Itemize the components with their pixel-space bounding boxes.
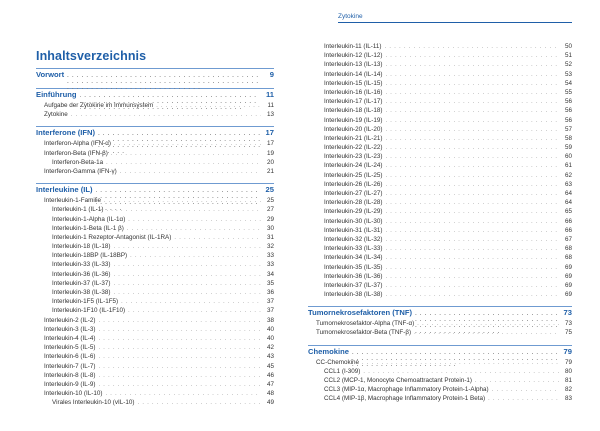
section-heading[interactable] <box>36 183 274 196</box>
toc-entry[interactable] <box>308 217 572 226</box>
page-number: 56 <box>564 98 572 106</box>
page-number: 45 <box>266 362 274 370</box>
entry-label: Zytokine <box>44 111 68 119</box>
leader-dots <box>106 206 261 215</box>
leader-dots <box>385 245 559 254</box>
page-number: 33 <box>266 261 274 269</box>
leader-dots <box>385 208 559 217</box>
page-number: 79 <box>564 358 572 366</box>
entry-label: Interleukin-1-Beta (IL-1 β) <box>52 224 124 232</box>
entry-label: Interleukin-1F5 (IL-1F5) <box>52 298 119 306</box>
toc-entry[interactable] <box>36 334 274 343</box>
page-number: 49 <box>266 399 274 407</box>
toc-entry[interactable] <box>308 88 572 97</box>
entry-label: Interleukin-33 (IL-33) <box>52 261 111 269</box>
page-number: 62 <box>564 171 572 179</box>
toc-left-column <box>36 68 274 407</box>
entry-label: Interleukin-34 (IL-34) <box>324 254 383 262</box>
entry-label: Interleukin-36 (IL-36) <box>324 272 383 280</box>
page-number: 69 <box>564 291 572 299</box>
toc-entry[interactable] <box>36 306 274 315</box>
toc-entry[interactable] <box>36 149 274 158</box>
entry-label: Interleukin-13 (IL-13) <box>324 61 383 69</box>
leader-dots <box>137 399 261 408</box>
entry-label: Interleukin-11 (IL-11) <box>324 43 382 50</box>
page-number: 57 <box>564 125 572 133</box>
leader-dots <box>113 280 261 289</box>
section-gap <box>36 176 274 183</box>
leader-dots <box>98 381 261 390</box>
leader-dots <box>106 159 261 168</box>
entry-label: Interleukin-1-Alpha (IL-1α) <box>52 215 126 223</box>
page-number: 82 <box>564 386 572 394</box>
section-heading[interactable] <box>308 306 572 319</box>
toc-entry[interactable] <box>308 79 572 88</box>
toc-entry[interactable] <box>36 279 274 288</box>
page-number: 73 <box>564 320 572 328</box>
entry-label: CCL2 (MCP-1, Monocyte Chemoattractant Protein-1) <box>324 377 473 384</box>
entry-label: Interleukin-35 (IL-35) <box>324 263 383 271</box>
toc-entry[interactable] <box>36 380 274 389</box>
leader-dots <box>385 236 559 245</box>
entry-label: Interleukin-19 (IL-19) <box>324 116 383 124</box>
page-number: 31 <box>266 233 274 241</box>
entry-label: Tumornekrosefaktor-Alpha (TNF-α) <box>316 320 415 328</box>
toc-entry[interactable] <box>36 205 274 214</box>
section-title: Chemokine <box>308 346 349 356</box>
toc-entry[interactable] <box>308 394 572 403</box>
entry-label: Interferon-Alpha (IFN-α) <box>44 140 111 148</box>
leader-dots <box>104 197 261 206</box>
leader-dots <box>98 326 261 335</box>
page-number: 11 <box>265 90 274 99</box>
entry-label: CCL3 (MIP-1α, Macrophage Inflammatory Protein-1-Alpha) <box>324 386 489 394</box>
toc-entry[interactable] <box>308 319 572 328</box>
entry-label: Interleukin-3 (IL-3) <box>44 325 96 333</box>
page-number: 9 <box>269 70 274 79</box>
leader-dots <box>385 126 559 135</box>
page-number: 67 <box>564 235 572 243</box>
toc-entry[interactable] <box>36 288 274 297</box>
entry-label: Interleukin-25 (IL-25) <box>324 171 383 179</box>
section-title: Interleukine (IL) <box>36 185 93 195</box>
page-number: 17 <box>265 128 274 138</box>
entry-label: Interleukin-1-Familie <box>44 197 102 205</box>
entry-label: Interleukin-2 (IL-2) <box>44 316 96 324</box>
section-heading[interactable] <box>36 68 274 81</box>
section-heading[interactable] <box>308 345 572 358</box>
toc-entry[interactable] <box>308 376 572 385</box>
entry-label: Interleukin-1 Rezeptor-Antagonist (IL-1RA) <box>52 233 172 241</box>
toc-entry[interactable] <box>36 110 274 119</box>
leader-dots <box>414 329 559 338</box>
page-number: 73 <box>563 308 572 318</box>
leader-dots <box>385 190 559 199</box>
page-number: 63 <box>564 180 572 188</box>
toc-entry[interactable] <box>308 244 572 253</box>
page-number: 79 <box>563 346 572 356</box>
entry-label: Interleukin-18BP (IL-18BP) <box>52 252 128 260</box>
page-number: 35 <box>266 279 274 287</box>
page-number: 83 <box>564 395 572 403</box>
entry-label: Interleukin-15 (IL-15) <box>324 79 383 87</box>
page-number: 11 <box>267 102 274 109</box>
page-number: 40 <box>266 325 274 333</box>
page-number: 68 <box>564 245 572 253</box>
leader-dots <box>120 168 261 177</box>
page-number: 64 <box>564 199 572 207</box>
toc-entry[interactable] <box>308 134 572 143</box>
toc-entry[interactable] <box>36 297 274 306</box>
entry-label: Interleukin-1 (IL-1) <box>52 206 104 214</box>
toc-title: Inhaltsverzeichnis <box>36 49 147 63</box>
entry-label: CC-Chemokine <box>316 358 360 366</box>
page-number: 58 <box>564 134 572 142</box>
leader-dots <box>385 218 559 227</box>
leader-dots <box>385 135 559 144</box>
entry-label: Interleukin-26 (IL-26) <box>324 180 383 188</box>
toc-entry[interactable] <box>36 362 274 371</box>
toc-entry[interactable] <box>36 270 274 279</box>
toc-entry[interactable] <box>36 242 274 251</box>
leader-dots <box>98 317 261 326</box>
toc-entry[interactable] <box>308 253 572 262</box>
entry-label: Interleukin-27 (IL-27) <box>324 190 383 197</box>
toc-entry[interactable] <box>308 281 572 290</box>
page-number: 65 <box>564 208 572 216</box>
entry-label: Interleukin-17 (IL-17) <box>324 98 383 106</box>
entry-label: Interleukin-32 (IL-32) <box>324 235 383 243</box>
leader-dots <box>385 71 559 80</box>
leader-dots <box>111 150 261 159</box>
entry-label: Interleukin-4 (IL-4) <box>44 334 96 342</box>
page-number: 17 <box>266 140 274 148</box>
entry-label: Tumornekrosefaktor-Beta (TNF-β) <box>316 329 412 337</box>
page-number: 20 <box>266 158 274 166</box>
leader-dots <box>385 254 559 263</box>
toc-entry[interactable] <box>308 358 572 367</box>
page-number: 60 <box>564 153 572 161</box>
section-title: Vorwort <box>36 70 65 79</box>
leader-dots <box>113 289 261 298</box>
leader-dots <box>114 140 261 149</box>
leader-dots <box>385 43 559 52</box>
toc-entry[interactable] <box>36 260 274 269</box>
entry-label: Interleukin-33 (IL-33) <box>324 245 383 253</box>
leader-dots <box>362 359 559 368</box>
toc-entry[interactable] <box>308 97 572 106</box>
page-number: 75 <box>564 329 572 337</box>
entry-label: Interleukin-1F10 (IL-1F10) <box>52 307 126 315</box>
toc-entry[interactable] <box>308 161 572 170</box>
page-number: 37 <box>266 298 274 306</box>
toc-entry[interactable] <box>308 207 572 216</box>
page-number: 48 <box>266 390 274 398</box>
entry-label: Interferon-Beta (IFN-β) <box>44 149 108 157</box>
page-number: 46 <box>266 371 274 379</box>
toc-entry[interactable] <box>308 70 572 79</box>
leader-dots <box>98 335 261 344</box>
toc-entry[interactable] <box>36 389 274 398</box>
section-gap <box>36 119 274 126</box>
section-title: Einführung <box>36 90 77 99</box>
section-heading[interactable] <box>36 126 274 139</box>
entry-label: Interleukin-5 (IL-5) <box>44 344 96 352</box>
section-title: Tumornekrosefaktoren (TNF) <box>308 308 413 318</box>
toc-entry[interactable] <box>308 171 572 180</box>
toc-entry[interactable] <box>36 215 274 224</box>
entry-label: Virales Interleukin-10 (vIL-10) <box>52 399 135 407</box>
entry-label: Interleukin-16 (IL-16) <box>324 88 383 96</box>
leader-dots <box>130 252 261 261</box>
entry-label: Interleukin-37 (IL-37) <box>324 281 383 289</box>
toc-entry[interactable] <box>308 235 572 244</box>
toc-entry[interactable] <box>36 325 274 334</box>
entry-label: Interleukin-10 (IL-10) <box>44 390 103 398</box>
toc-entry[interactable] <box>36 398 274 407</box>
page-number: 19 <box>266 149 274 157</box>
section-gap <box>308 338 572 345</box>
leader-dots <box>385 282 559 291</box>
leader-dots <box>121 298 261 307</box>
page-number: 69 <box>564 281 572 289</box>
page-number: 34 <box>266 270 274 278</box>
page-number: 27 <box>266 206 274 214</box>
leader-dots <box>385 107 559 116</box>
leader-dots <box>385 52 559 61</box>
entry-label: Interleukin-18 (IL-18) <box>324 107 383 115</box>
page-number: 51 <box>564 52 572 60</box>
toc-entry[interactable] <box>308 290 572 299</box>
page-number: 59 <box>564 144 572 152</box>
entry-label: Interleukin-12 (IL-12) <box>324 52 383 60</box>
leader-dots <box>128 307 261 316</box>
toc-entry[interactable] <box>36 343 274 352</box>
entry-label: Interleukin-6 (IL-6) <box>44 353 96 361</box>
leader-dots <box>385 291 559 300</box>
leader-dots <box>492 386 559 395</box>
page-number: 56 <box>564 116 572 124</box>
leader-dots <box>113 243 261 252</box>
page-number: 56 <box>564 107 572 115</box>
entry-label: CCL1 (I-309) <box>324 367 361 375</box>
toc-entry[interactable] <box>308 143 572 152</box>
entry-label: Interleukin-38 (IL-38) <box>324 291 383 299</box>
page-number: 25 <box>266 197 274 205</box>
leader-dots <box>174 234 261 243</box>
page-number: 80 <box>564 367 572 375</box>
page-number: 52 <box>564 61 572 69</box>
toc-entry[interactable] <box>308 116 572 125</box>
leader-dots <box>385 144 559 153</box>
toc-entry[interactable] <box>308 272 572 281</box>
toc-entry[interactable] <box>36 139 274 148</box>
toc-entry[interactable] <box>308 263 572 272</box>
toc-entry[interactable] <box>36 352 274 361</box>
running-head: Zytokine <box>338 13 572 23</box>
toc-entry[interactable] <box>308 42 572 51</box>
entry-label: Interleukin-9 (IL-9) <box>44 380 96 388</box>
entry-label: Interferon-Beta-1a <box>52 158 104 166</box>
entry-label: Interleukin-38 (IL-38) <box>52 289 111 296</box>
leader-dots <box>385 61 559 70</box>
toc-entry[interactable] <box>308 125 572 134</box>
toc-entry[interactable] <box>308 60 572 69</box>
toc-entry[interactable] <box>308 226 572 235</box>
toc-entry[interactable] <box>36 233 274 242</box>
toc-entry[interactable] <box>36 196 274 205</box>
leader-dots <box>385 273 559 282</box>
page-number: 37 <box>266 307 274 315</box>
leader-dots <box>98 363 261 372</box>
page-number: 66 <box>564 226 572 234</box>
entry-label: Interleukin-21 (IL-21) <box>324 134 383 142</box>
leader-dots <box>98 372 261 381</box>
page-number: 29 <box>266 215 274 223</box>
toc-entry[interactable] <box>308 106 572 115</box>
page-number: 30 <box>266 224 274 232</box>
page-number: 53 <box>564 70 572 78</box>
page-number: 21 <box>266 167 274 175</box>
leader-dots <box>417 320 559 329</box>
leader-dots <box>113 271 261 280</box>
leader-dots <box>385 80 559 89</box>
entry-label: Interleukin-23 (IL-23) <box>324 153 383 161</box>
entry-label: Interleukin-7 (IL-7) <box>44 362 96 370</box>
page-number: 54 <box>564 79 572 87</box>
toc-entry[interactable] <box>308 51 572 60</box>
entry-label: Interleukin-28 (IL-28) <box>324 199 383 207</box>
page-number: 50 <box>564 43 572 50</box>
entry-label: Interleukin-20 (IL-20) <box>324 125 383 133</box>
toc-entry[interactable] <box>308 152 572 161</box>
entry-label: Interleukin-18 (IL-18) <box>52 243 111 251</box>
leader-dots <box>385 98 559 107</box>
page-number: 42 <box>266 344 274 352</box>
toc-right-column <box>308 42 572 404</box>
page-number: 36 <box>266 289 274 296</box>
toc-entry[interactable] <box>308 189 572 198</box>
leader-dots <box>385 264 559 273</box>
leader-dots <box>385 227 559 236</box>
page-number: 13 <box>266 111 274 119</box>
toc-entry[interactable] <box>308 328 572 337</box>
entry-label: Interleukin-24 (IL-24) <box>324 162 383 170</box>
page-number: 64 <box>564 190 572 197</box>
entry-label: Interleukin-29 (IL-29) <box>324 208 383 216</box>
toc-entry[interactable] <box>308 385 572 394</box>
page-number: 81 <box>564 377 572 384</box>
page-number: 40 <box>266 334 274 342</box>
right-page <box>300 0 600 431</box>
page-number: 43 <box>266 353 274 361</box>
page-number: 33 <box>266 252 274 260</box>
toc-entry[interactable] <box>36 224 274 233</box>
leader-dots <box>67 73 261 91</box>
leader-dots <box>385 172 559 181</box>
page-number: 61 <box>564 162 572 170</box>
section-title: Interferone (IFN) <box>36 128 96 138</box>
leader-dots <box>98 353 261 362</box>
leader-dots <box>385 162 559 171</box>
entry-label: Interleukin-14 (IL-14) <box>324 70 383 78</box>
toc-entry[interactable] <box>36 371 274 380</box>
leader-dots <box>156 102 261 111</box>
toc-entry[interactable] <box>308 180 572 189</box>
page-number: 47 <box>266 380 274 388</box>
leader-dots <box>385 181 559 190</box>
toc-entry[interactable] <box>36 158 274 167</box>
page-number: 25 <box>265 185 274 195</box>
page-number: 38 <box>266 316 274 324</box>
entry-label: Interleukin-8 (IL-8) <box>44 371 96 379</box>
entry-label: CCL4 (MIP-1β, Macrophage Inflammatory Protein-1 Beta) <box>324 395 486 403</box>
entry-label: Aufgabe der Zytokine im Immunsystem <box>44 102 154 109</box>
page-number: 69 <box>564 263 572 271</box>
entry-label: Interferon-Gamma (IFN-γ) <box>44 167 117 175</box>
toc-entry[interactable] <box>308 367 572 376</box>
entry-label: Interleukin-22 (IL-22) <box>324 144 383 152</box>
entry-label: Interleukin-37 (IL-37) <box>52 279 111 287</box>
page-number: 68 <box>564 254 572 262</box>
toc-entry[interactable] <box>308 198 572 207</box>
page-number: 32 <box>266 243 274 251</box>
entry-label: Interleukin-31 (IL-31) <box>324 226 383 234</box>
leader-dots <box>113 261 261 270</box>
leader-dots <box>128 216 261 225</box>
page-number: 69 <box>564 272 572 280</box>
entry-label: Interleukin-36 (IL-36) <box>52 270 111 278</box>
leader-dots <box>385 199 559 208</box>
toc-entry[interactable] <box>36 316 274 325</box>
toc-entry[interactable] <box>36 251 274 260</box>
leader-dots <box>385 89 559 98</box>
leader-dots <box>71 111 261 120</box>
leader-dots <box>385 153 559 162</box>
page-number: 55 <box>564 88 572 96</box>
section-gap <box>308 299 572 306</box>
entry-label: Interleukin-30 (IL-30) <box>324 217 383 225</box>
leader-dots <box>98 344 261 353</box>
leader-dots <box>385 117 559 126</box>
toc-entry[interactable] <box>36 167 274 176</box>
page-number: 66 <box>564 217 572 225</box>
leader-dots <box>488 395 559 404</box>
